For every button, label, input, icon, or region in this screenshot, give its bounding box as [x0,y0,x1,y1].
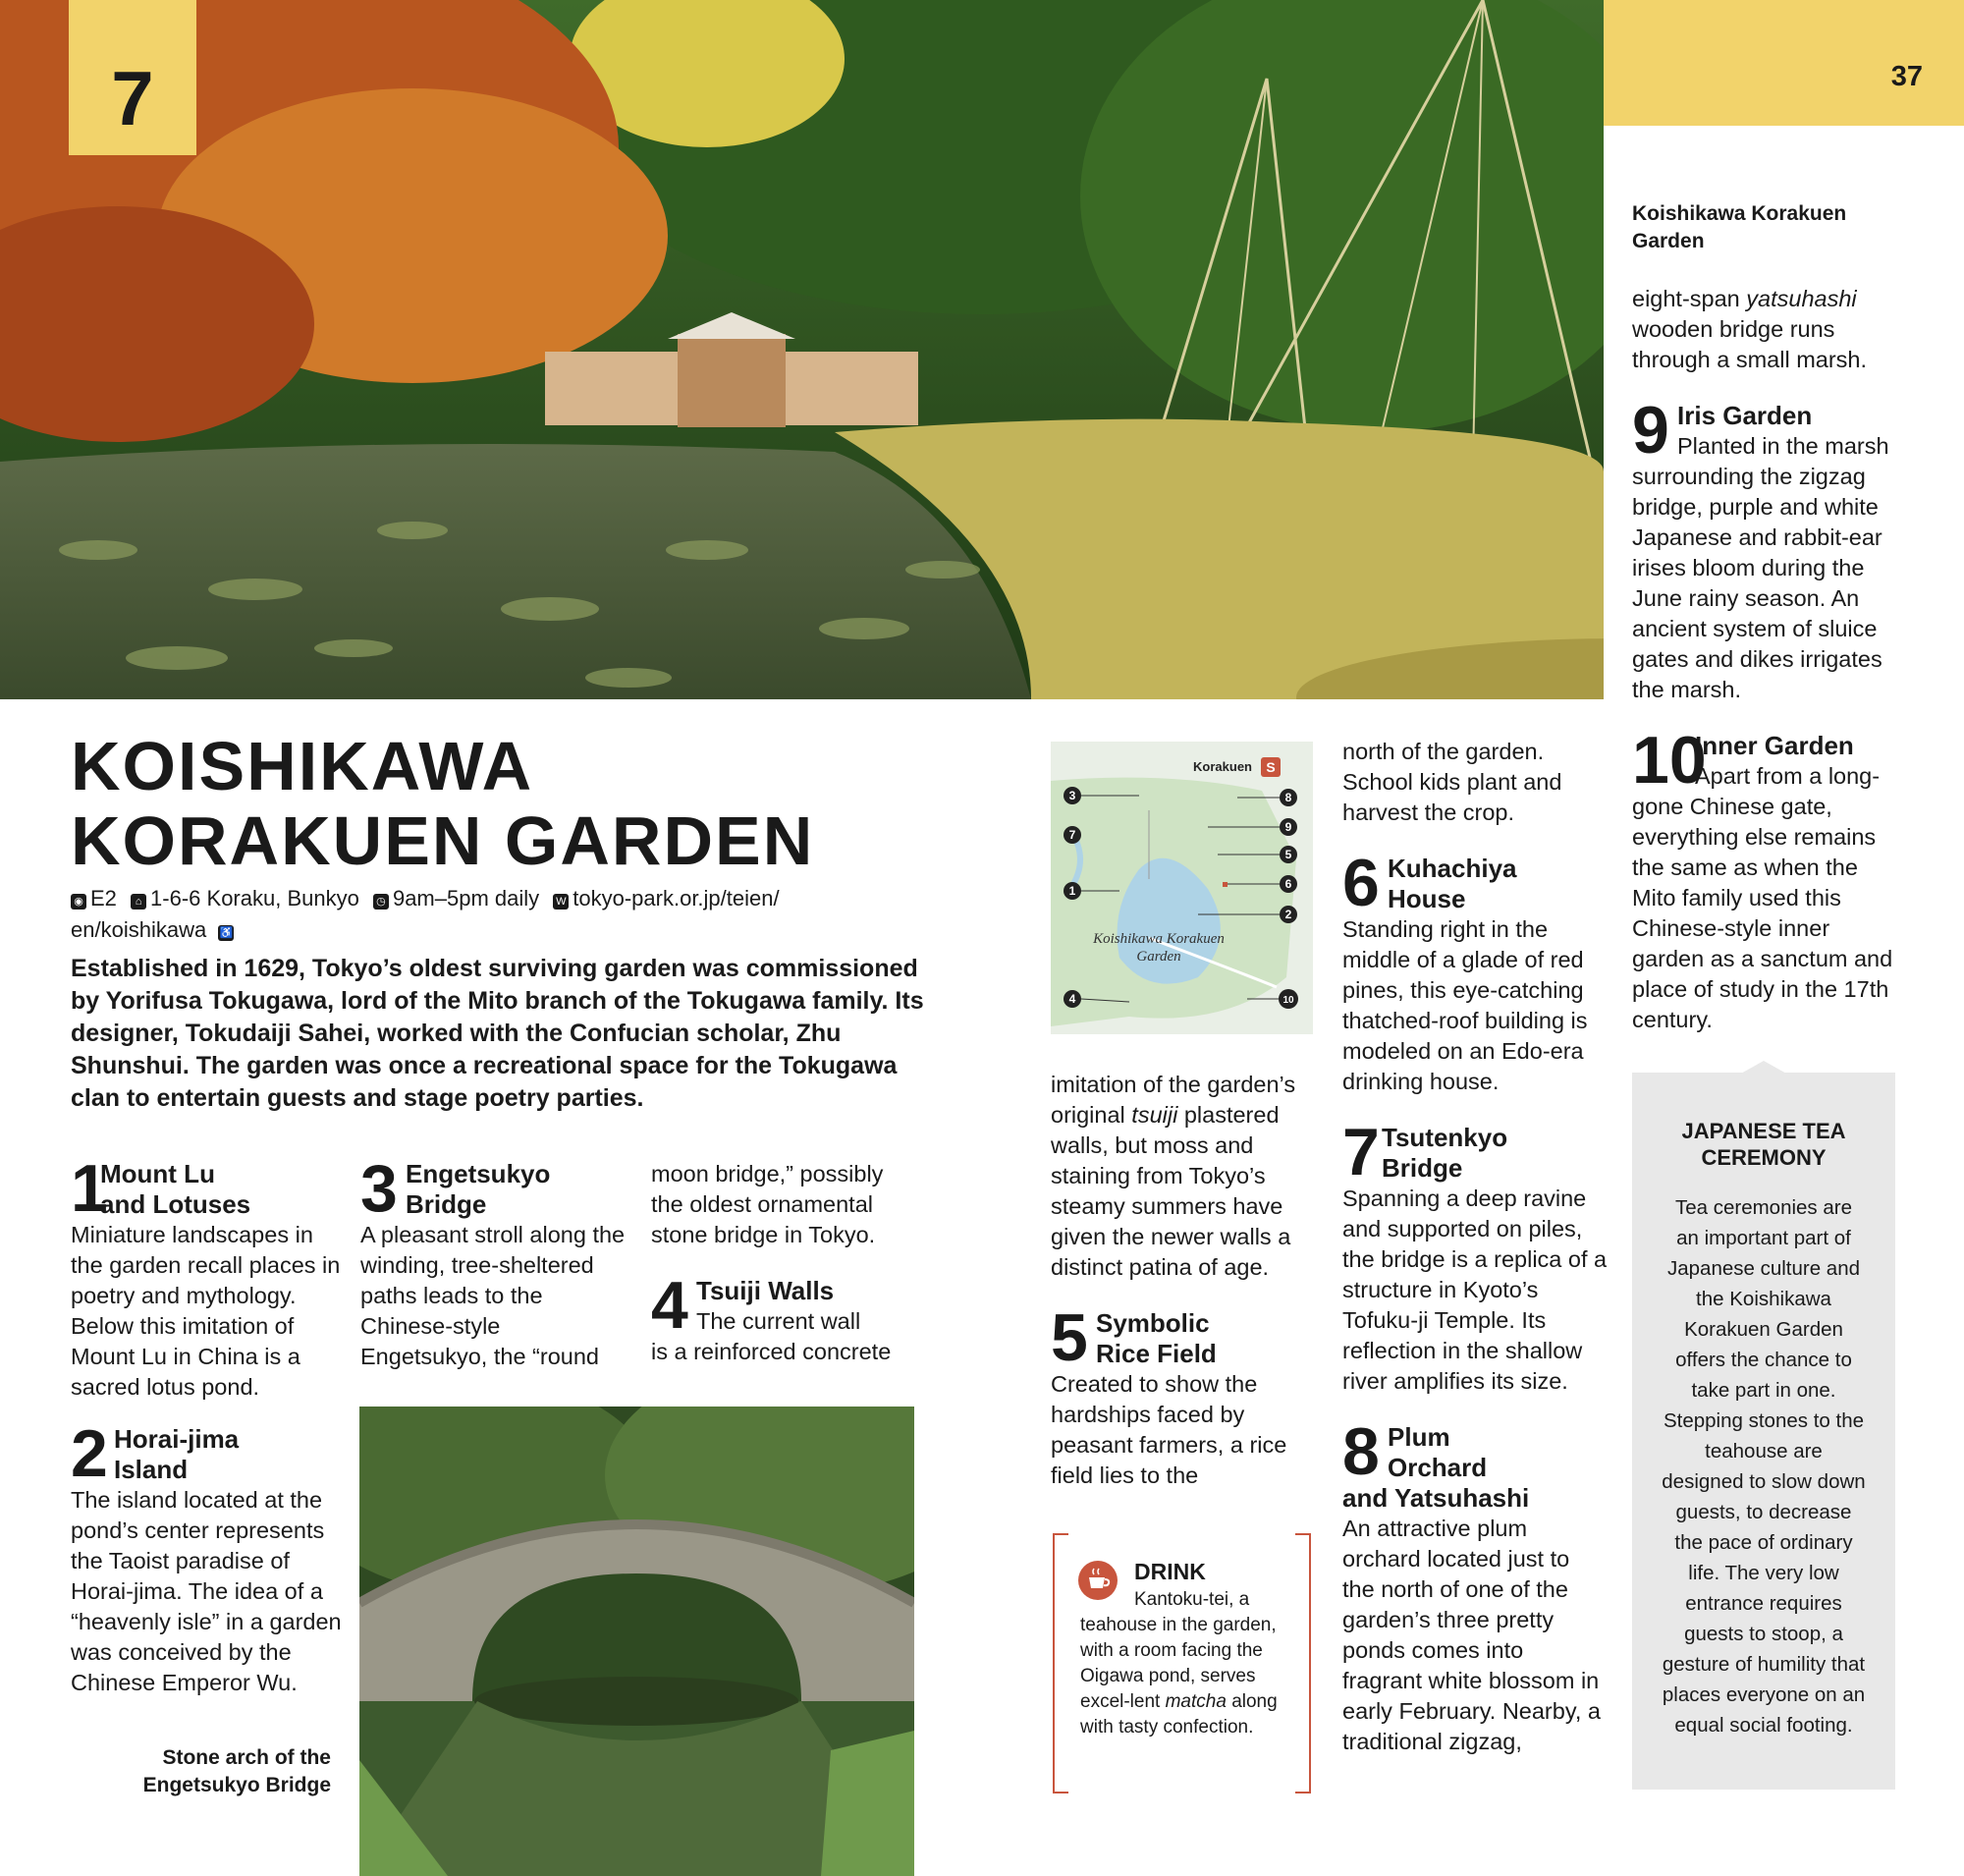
entry-4-header [651,1268,916,1343]
entry-1-body: Miniature landscapes in the garden recall places in poetry and mythology. Below this imitation of Mount Lu in China is a sacred lotus pond. [71,1222,341,1400]
info-line [71,883,935,946]
hero-photo [0,0,1604,699]
page-header-band [1604,0,1964,126]
map-marker-6-label: 6 [1284,877,1292,891]
entry-2-number: 2 [71,1416,108,1491]
entry-5-title-a: Symbolic [1096,1308,1210,1338]
entry-7-title-a: Tsutenkyo [1382,1123,1508,1152]
entry-3-title-b: Bridge [406,1189,487,1219]
entry-4-cont-b: plastered walls, but moss and staining from Tokyo’s steamy summers have given the newer walls a distinct patina of age. [1051,1102,1291,1280]
page-title [71,729,955,878]
clock-icon: ◷ [373,894,389,910]
entry-5-body: Created to show the hardships faced by peasant farmers, a rice field lies to the [1051,1371,1287,1488]
entry-8-title-a: Plum [1388,1422,1450,1452]
hero-caption: Koishikawa Korakuen Garden [1632,202,1847,252]
map-marker-10-label: 10 [1282,995,1294,1006]
drink-text-a: Kantoku-tei, a teahouse in the garden, with a room facing the Oigawa pond, serves excel-lent [1080,1589,1277,1712]
entry-5-body-cont: north of the garden. School kids plant and harvest the crop. [1342,739,1562,825]
tea-heading [1632,1118,1895,1171]
map-garden-label-2: Garden [1136,949,1181,965]
stone-arch-illustration [359,1407,914,1876]
map-marker-3 [1064,787,1081,804]
tea-body: Tea ceremonies are an important part of Japanese culture and the Koishikawa Korakuen Garden offers the chance to take part in one. Stepping stones to the teahouse are designed to slow down guests, to decrease the pace of ordinary life. The very low entrance requires guests to stoop, a gesture of humility that places everyone on an equal social footing. [1662,1196,1866,1737]
entry-10-title: Inner Garden [1695,731,1854,760]
entry-2-header [71,1416,346,1491]
entry-7-body: Spanning a deep ravine and supported on piles, the bridge is a replica of a structure in Kyoto’s Tofuku-ji Temple. Its reflection in the shallow river amplifies its size. [1342,1186,1608,1394]
website-link-2[interactable]: en/koishikawa [71,917,207,942]
column-3 [651,1159,916,1367]
column-3-lower [1051,1070,1316,1491]
entry-3-body: A pleasant stroll along the winding, tree-sheltered paths leads to the Chinese-style Engetsukyo, the “round [360,1222,626,1369]
accessibility-icon: ♿ [219,927,234,939]
entry-6-body: Standing right in the middle of a glade of red pines, this eye-catching thatched-roof building is modeled on an Edo-era drinking house. [1342,916,1588,1094]
entry-4-body-lead: The current wall [696,1308,861,1334]
photo2-caption-line-2: Engetsukyo Bridge [142,1774,331,1796]
map-marker-7-label: 7 [1068,828,1076,842]
map-marker-2-label: 2 [1284,908,1292,921]
map-marker-7 [1064,826,1081,844]
tea-box-notch [1739,1061,1788,1075]
column-4 [1342,737,1608,1757]
entry-8-title-b: Orchard [1388,1453,1488,1482]
drink-heading: DRINK [1134,1559,1206,1584]
entry-7-number: 7 [1342,1115,1380,1189]
entry-5-header [1051,1300,1316,1375]
map-pin-icon: ◉ [71,894,86,910]
entry-8-body-cont [1632,284,1907,375]
entry-6-title-b: House [1388,884,1466,913]
opening-hours: 9am–5pm daily [392,886,540,910]
tea-heading-line-1: JAPANESE TEA [1681,1119,1846,1143]
photo2-caption-line-1: Stone arch of the [162,1746,331,1769]
hero-garden-illustration [0,0,1604,699]
title-line-2: KORAKUEN GARDEN [71,802,815,879]
map-graphic [1051,742,1313,1034]
drink-text-em: matcha [1165,1691,1227,1712]
entry-9-header [1632,393,1907,468]
map-marker-10 [1279,989,1298,1009]
entry-4-body-cont [1051,1070,1316,1283]
drink-box [1053,1533,1311,1793]
house-icon: ⌂ [131,894,146,910]
entry-6-number: 6 [1342,846,1380,920]
entry-5-number: 5 [1051,1300,1088,1375]
map-ref: E2 [90,886,117,910]
map-station-label: Korakuen [1193,759,1252,774]
entry-4-body: is a reinforced concrete [651,1339,892,1364]
map-marker-1 [1064,882,1081,900]
entry-8-cont-em: yatsuhashi [1746,286,1857,311]
entry-8-body: An attractive plum orchard located just to the north of one of the garden’s three pretty ponds comes into fragrant white blossom in early February. Nearby, a traditional zigzag, [1342,1516,1601,1754]
map-marker-9-label: 9 [1284,820,1292,834]
map-marker-6 [1280,875,1297,893]
entry-3-number: 3 [360,1151,398,1226]
map-marker-3-label: 3 [1068,789,1076,802]
map-marker-5 [1280,846,1297,863]
map-marker-5-label: 5 [1284,848,1292,861]
entry-7-title-b: Bridge [1382,1153,1463,1183]
entry-4-number: 4 [651,1268,688,1343]
entry-1-title-a: Mount Lu [100,1159,215,1188]
entry-4-cont-em: tsuiji [1131,1102,1178,1128]
entry-3-header [360,1151,626,1226]
tea-heading-line-2: CEREMONY [1701,1145,1827,1170]
entry-10-number: 10 [1632,723,1707,798]
intro-text: Established in 1629, Tokyo’s oldest surviving garden was commissioned by Yorifusa Tokugawa, lord of the Mito branch of the Tokugawa family. Its designer, Tokudaiji Sahei, worked with the Confucian scholar, Zhu Shunshui. The garden was once a recreational space for the Tokugawa clan to entertain guests and stage poetry parties. [71,955,924,1112]
entry-4-cont-a: imitation of the garden’s original [1051,1072,1296,1128]
entry-8-title-c: and Yatsuhashi [1342,1483,1530,1513]
drink-text-b: along with tasty confection. [1080,1691,1278,1738]
title-line-1: KOISHIKAWA [71,728,534,804]
bridge-photo [359,1407,914,1876]
entry-10-header [1632,723,1907,798]
map-garden-label-1: Koishikawa Korakuen [1093,931,1225,947]
column-5 [1632,284,1907,1035]
column-2 [360,1151,626,1372]
map-marker-4-label: 4 [1068,992,1076,1006]
drink-text [1080,1587,1296,1740]
photo2-caption [98,1744,331,1799]
column-1 [71,1151,346,1698]
entry-5-title-b: Rice Field [1096,1339,1217,1368]
entry-7-header [1342,1115,1608,1189]
entry-9-number: 9 [1632,393,1669,468]
entry-2-title-a: Horai-jima [114,1424,240,1454]
entry-8-header [1342,1414,1608,1514]
map-marker-8-label: 8 [1284,791,1292,804]
entry-9-body: Planted in the marsh surrounding the zigzag bridge, purple and white Japanese and rabbit-ear irises bloom during the June rainy season. An ancient system of sluice gates and dikes irrigates the marsh. [1632,433,1889,702]
entry-9-title: Iris Garden [1677,401,1813,430]
map-marker-1-label: 1 [1068,884,1076,898]
entry-1-title-b: and Lotuses [100,1189,251,1219]
entry-6-header [1342,846,1608,920]
chapter-number: 7 [111,55,154,141]
entry-8-cont-a: eight-span [1632,286,1747,311]
entry-3-body-cont: moon bridge,” possibly the oldest ornamental stone bridge in Tokyo. [651,1161,884,1247]
entry-4-title: Tsuiji Walls [696,1276,835,1305]
tea-ceremony-box [1632,1073,1895,1790]
page-number: 37 [1890,61,1923,92]
map-marker-9 [1280,818,1297,836]
entry-8-cont-b: wooden bridge runs through a small marsh. [1632,316,1868,372]
entry-8-number: 8 [1342,1414,1380,1489]
map-station-badge: S [1266,759,1276,775]
map-marker-2 [1280,906,1297,923]
address: 1-6-6 Koraku, Bunkyo [150,886,359,910]
chapter-tab [69,0,196,155]
website-link-1[interactable]: tokyo-park.or.jp/teien/ [573,886,780,910]
locator-map [1051,742,1313,1034]
entry-3-title-a: Engetsukyo [406,1159,551,1188]
web-icon: W [553,894,569,910]
entry-10-body: Apart from a long-gone Chinese gate, everything else remains the same as when the Mito family used this Chinese-style inner garden as a sanctum and place of study in the 17th century. [1632,763,1893,1032]
map-marker-8 [1280,789,1297,806]
entry-2-title-b: Island [114,1455,189,1484]
entry-1-header [71,1151,346,1226]
entry-6-title-a: Kuhachiya [1388,854,1517,883]
entry-1-number: 1 [71,1151,108,1226]
entry-2-body: The island located at the pond’s center represents the Taoist paradise of Horai-jima. The idea of a “heavenly isle” in a garden was conceived by the Chinese Emperor Wu. [71,1487,342,1695]
map-marker-4 [1064,990,1081,1008]
